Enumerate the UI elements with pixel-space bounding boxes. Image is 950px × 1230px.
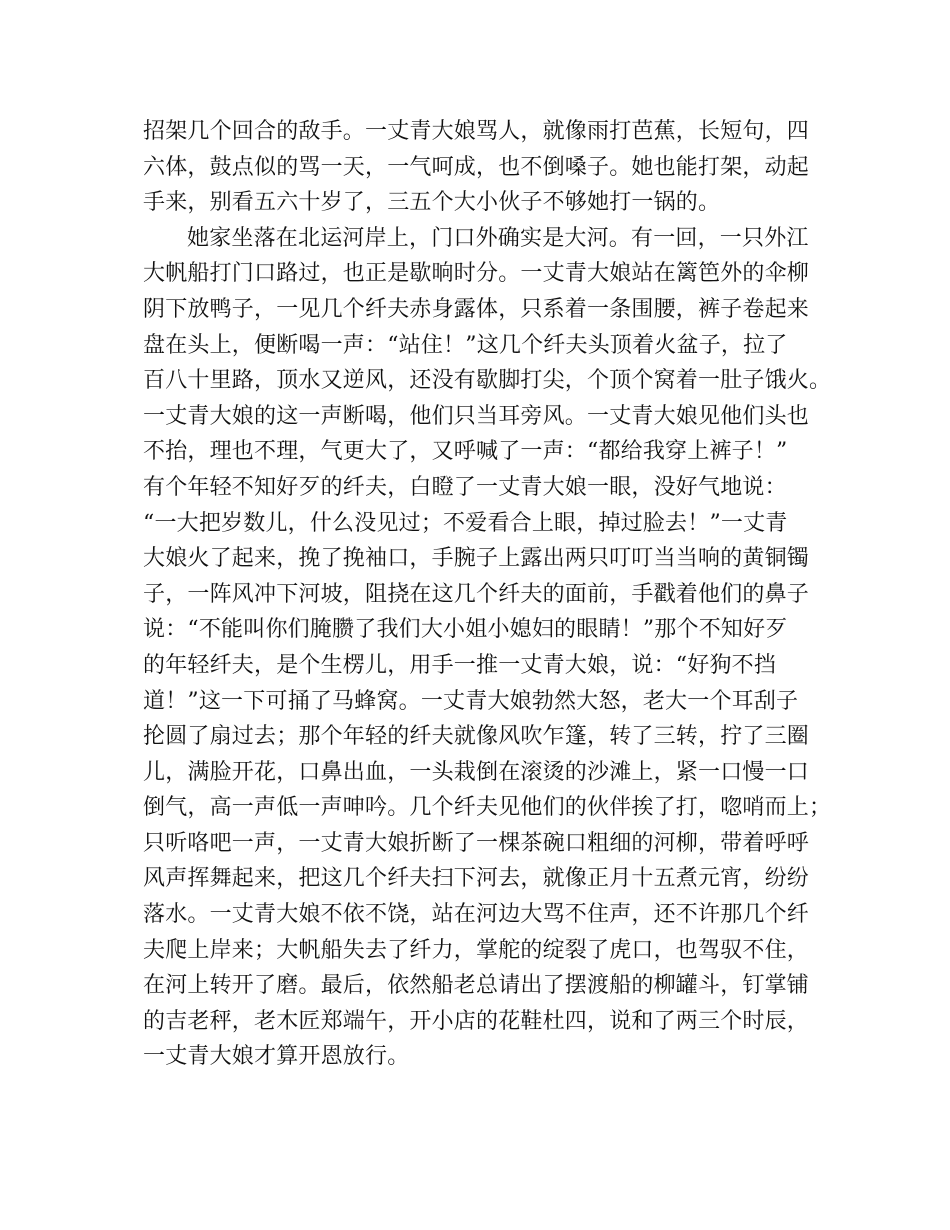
text-line: 只听咯吧一声，一丈青大娘折断了一棵茶碗口粗细的河柳，带着呼呼 — [143, 830, 810, 856]
text-line: 盘在头上，便断喝一声：“站住！”这几个纤夫头顶着火盆子，拉了 — [143, 332, 788, 358]
text-line: 大帆船打门口路过，也正是歇晌时分。一丈青大娘站在篱笆外的伞柳 — [143, 261, 810, 287]
text-line: 六体，鼓点似的骂一天，一气呵成，也不倒嗓子。她也能打架，动起 — [143, 154, 810, 180]
text-line: 一丈青大娘才算开恩放行。 — [143, 1044, 410, 1070]
text-line: “一大把岁数儿，什么没见过；不爱看合上眼，掉过脸去！”一丈青 — [143, 510, 788, 536]
text-line: 儿，满脸开花，口鼻出血，一头栽倒在滚烫的沙滩上，紧一口慢一口 — [143, 759, 810, 785]
text-line: 说：“不能叫你们腌臜了我们大小姐小媳妇的眼睛！”那个不知好歹 — [143, 617, 788, 643]
text-line: 抡圆了扇过去；那个年轻的纤夫就像风吹乍篷，转了三转，拧了三圈 — [143, 724, 810, 750]
text-line: 有个年轻不知好歹的纤夫，白瞪了一丈青大娘一眼，没好气地说： — [143, 474, 787, 500]
text-line: 的吉老秤，老木匠郑端午，开小店的花鞋杜四，说和了两三个时辰， — [143, 1008, 810, 1034]
text-line: 风声挥舞起来，把这几个纤夫扫下河去，就像正月十五煮元宵，纷纷 — [143, 866, 810, 892]
text-line: 手来，别看五六十岁了，三五个大小伙子不够她打一锅的。 — [143, 190, 721, 216]
text-line: 在河上转开了磨。最后，依然船老总请出了摆渡船的柳罐斗，钉掌铺 — [143, 973, 810, 999]
text-line: 子，一阵风冲下河坡，阻挠在这几个纤夫的面前，手戳着他们的鼻子 — [143, 581, 810, 607]
text-line: 夫爬上岸来；大帆船失去了纤力，掌舵的绽裂了虎口，也驾驭不住， — [143, 937, 810, 963]
text-line: 倒气，高一声低一声呻吟。几个纤夫见他们的伙伴挨了打，唿哨而上； — [143, 795, 832, 821]
paragraph-first-line: 她家坐落在北运河岸上，门口外确实是大河。有一回，一只外江 — [187, 225, 809, 251]
text-line: 百八十里路，顶水又逆风，还没有歇脚打尖，个顶个窝着一肚子饿火。 — [143, 368, 832, 394]
text-line: 招架几个回合的敌手。一丈青大娘骂人，就像雨打芭蕉，长短句，四 — [143, 119, 810, 144]
text-line: 的年轻纤夫，是个生楞儿，用手一推一丈青大娘，说：“好狗不挡 — [143, 652, 777, 678]
text-line: 大娘火了起来，挽了挽袖口，手腕子上露出两只叮叮当当响的黄铜镯 — [143, 546, 810, 572]
text-line: 不抬，理也不理，气更大了，又呼喊了一声：“都给我穿上裤子！” — [143, 439, 788, 465]
text-line: 道！”这一下可捅了马蜂窝。一丈青大娘勃然大怒，老大一个耳刮子 — [143, 688, 799, 714]
text-line: 落水。一丈青大娘不依不饶，站在河边大骂不住声，还不许那几个纤 — [143, 902, 810, 928]
text-line: 一丈青大娘的这一声断喝，他们只当耳旁风。一丈青大娘见他们头也 — [143, 403, 810, 429]
body-text — [143, 114, 833, 1075]
text-line: 阴下放鸭子，一见几个纤夫赤身露体，只系着一条围腰，裤子卷起来 — [143, 296, 810, 322]
